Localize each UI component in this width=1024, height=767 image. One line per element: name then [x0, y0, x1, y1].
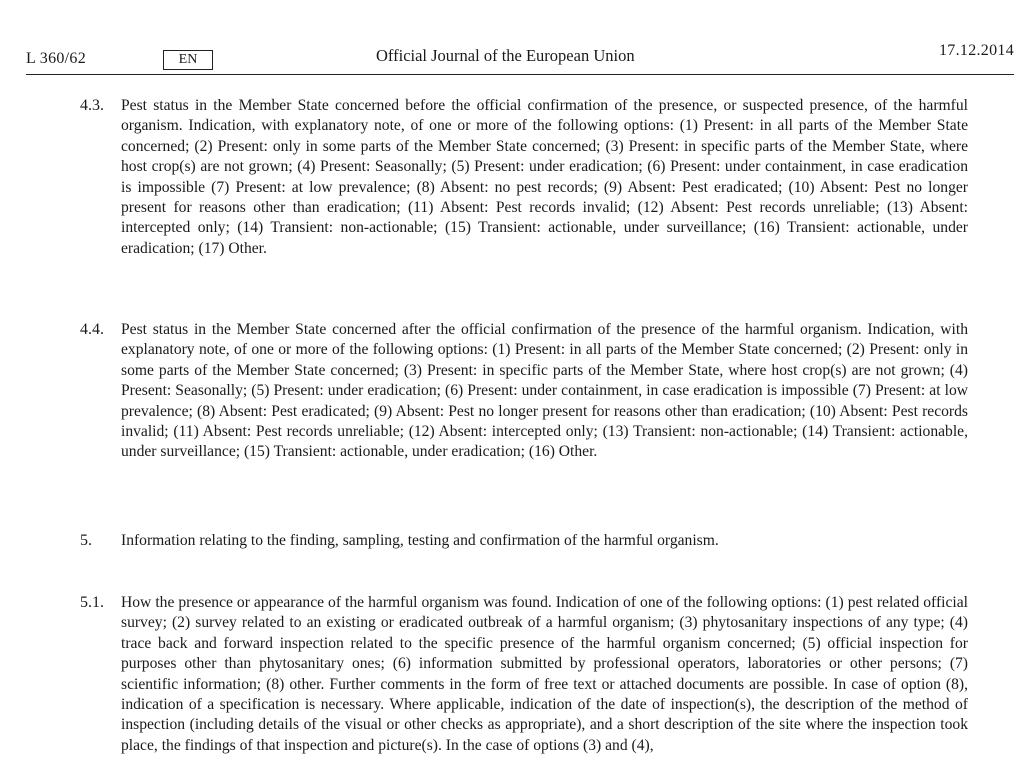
journal-reference: L 360/62 — [26, 50, 87, 67]
publication-date: 17.12.2014 — [939, 42, 1014, 59]
section-number: 5.1. — [80, 594, 104, 611]
section-number: 4.3. — [80, 97, 104, 114]
language-badge: EN — [163, 50, 213, 70]
section-text: How the presence or appearance of the harmful organism was found. Indication of one of the following options: (1) pest related official survey; (2) survey related to an existing or eradicated outbreak of a harmful organism; (3) phytosanitary inspections of any type; (4) trace back and forward inspection related to the specific presence of the harmful organism concerned; (5) official inspection for purposes other than phytosanitary ones; (6) information submitted by professional operators, laboratories or other persons; (7) scientific information; (8) other. Further comments in the form of free text or attached documents are possible. In case of option (8), indication of a specification is necessary. Where applicable, indication of the date of inspection(s), the description of the method of inspection (including details of the visual or other checks as appropriate), and a short description of the site where the inspection took place, the findings of that inspection and picture(s). In the case of options (3) and (4), — [121, 594, 968, 754]
section-text: Pest status in the Member State concerned after the official confirmation of the presence of the harmful organism. Indication, with explanatory note, of one or more of the following options: (1) Present: in all parts of the Member State concerned; (2) Present: only in some parts of the Member State concerned; (3) Present: in specific parts of the Member State, where host crop(s) are not grown; (4) Present: Seasonally; (5) Present: under eradication; (6) Present: under containment, in case eradication is impossible (7) Present: at low prevalence; (8) Absent: Pest eradicated; (9) Absent: Pest no longer present for reasons other than eradication; (10) Absent: Pest records invalid; (11) Absent: Pest records unreliable; (12) Absent: intercepted only; (13) Transient: non-actionable; (14) Transient: actionable, under surveillance; (15) Transient: actionable, under eradication; (16) Other. — [121, 321, 968, 461]
section-5 — [80, 531, 968, 551]
section-number: 5. — [80, 532, 92, 549]
section-text: Pest status in the Member State concerned before the official confirmation of the presence, or suspected presence, of the harmful organism. Indication, with explanatory note, of one or more of the following options: (1) Present: in all parts of the Member State concerned; (2) Present: only in some parts of the Member State concerned; (3) Present: in specific parts of the Member State, where host crop(s) are not grown; (4) Present: Seasonally; (5) Present: under eradication; (6) Present: under containment, in case eradication is impossible (7) Present: at low prevalence; (8) Absent: no pest records; (9) Absent: Pest eradicated; (10) Absent: Pest no longer present for reasons other than eradication; (11) Absent: Pest records invalid; (12) Absent: Pest records unreliable; (13) Absent: intercepted only; (14) Transient: non-actionable; (15) Transient: actionable, under surveillance; (16) Transient: actionable, under eradication; (17) Other. — [121, 97, 968, 257]
section-4-4 — [80, 320, 968, 463]
section-text: Information relating to the finding, sampling, testing and confirmation of the harmful organism. — [121, 532, 719, 549]
section-5-1 — [80, 593, 968, 756]
page-header — [26, 40, 1014, 75]
journal-title: Official Journal of the European Union — [376, 46, 635, 65]
section-number: 4.4. — [80, 321, 104, 338]
section-4-3 — [80, 96, 968, 259]
